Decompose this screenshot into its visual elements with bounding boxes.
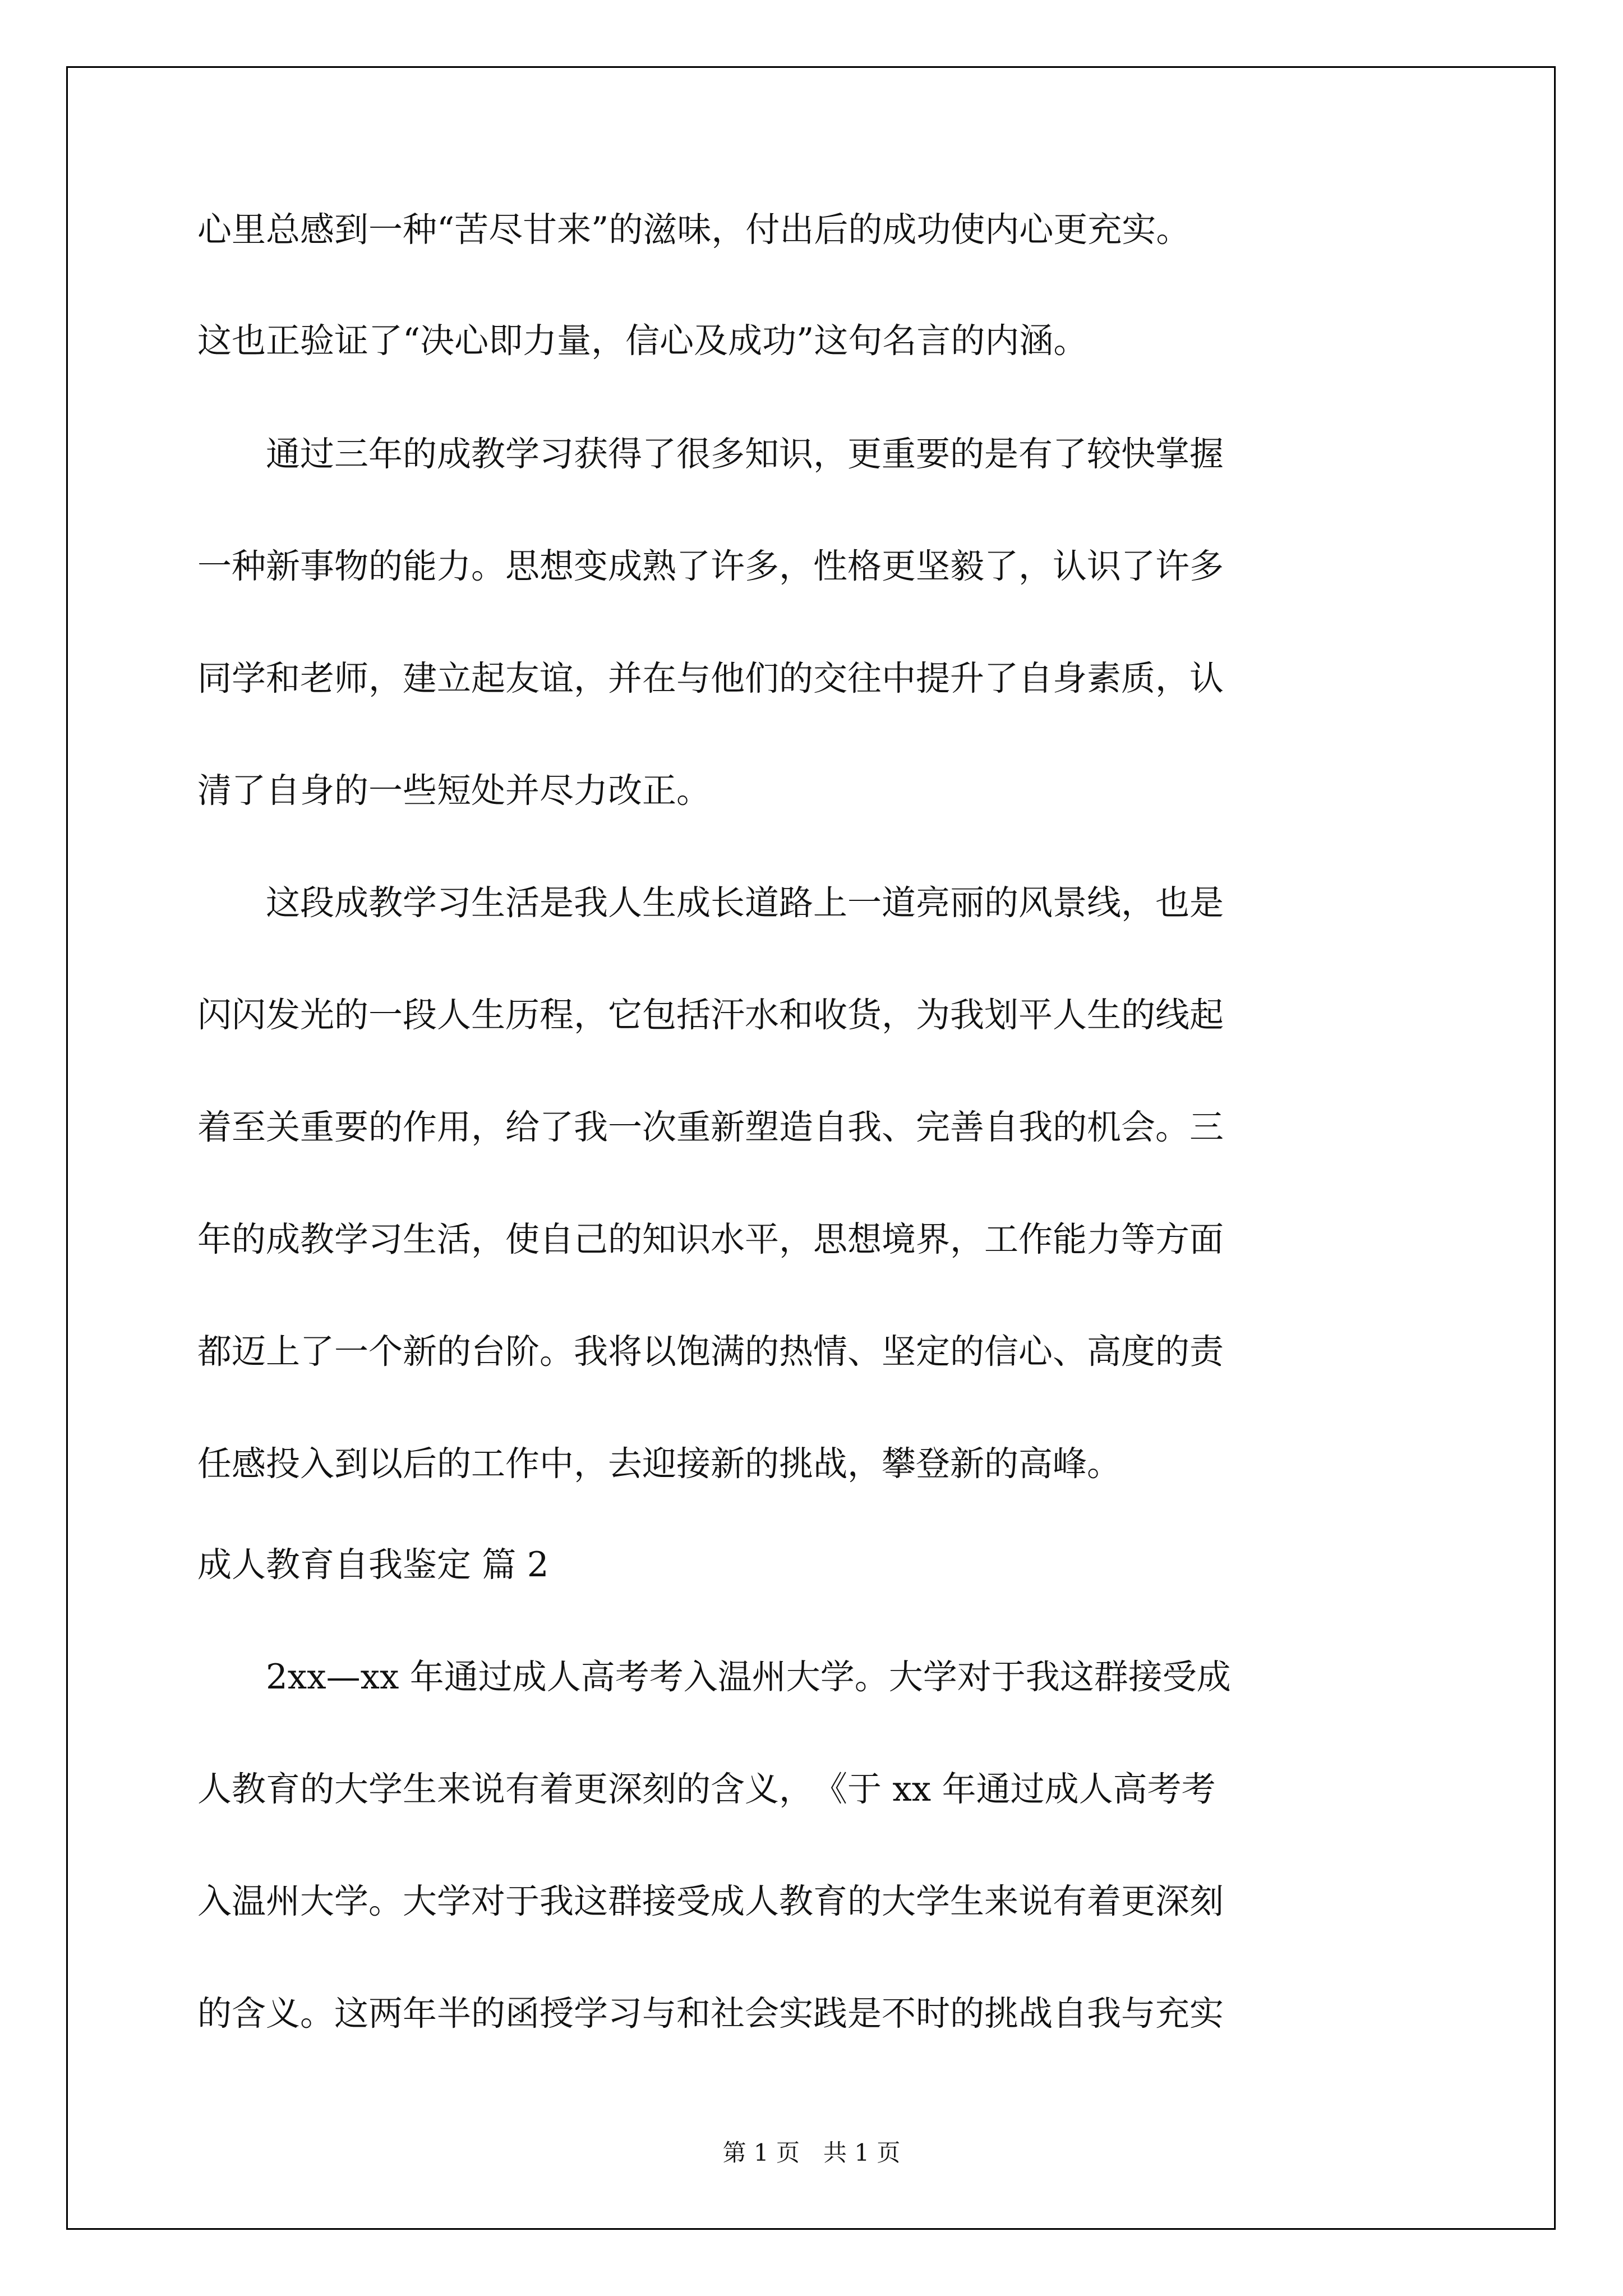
- text-line: 都迈上了一个新的台阶。我将以饱满的热情、坚定的信心、高度的责: [197, 1332, 1224, 1372]
- text-line: 一种新事物的能力。思想变成熟了许多，性格更坚毅了，认识了许多: [197, 546, 1224, 586]
- text-line: 着至关重要的作用，给了我一次重新塑造自我、完善自我的机会。三: [197, 1107, 1224, 1147]
- text-line: 年的成教学习生活，使自己的知识水平，思想境界，工作能力等方面: [197, 1220, 1224, 1259]
- text-line: 这也正验证了“决心即力量，信心及成功”这句名言的内涵。: [197, 321, 1088, 361]
- text-line: 心里总感到一种“苦尽甘来”的滋味，付出后的成功使内心更充实。: [197, 210, 1191, 250]
- text-line: 入温州大学。大学对于我这群接受成人教育的大学生来说有着更深刻: [197, 1881, 1224, 1921]
- text-line: 同学和老师，建立起友谊，并在与他们的交往中提升了自身素质，认: [197, 659, 1224, 698]
- text-line: 的含义。这两年半的函授学习与和社会实践是不时的挑战自我与充实: [197, 1994, 1224, 2033]
- section-heading: 成人教育自我鉴定 篇 2: [197, 1545, 549, 1585]
- text-line: 2xx—xx 年通过成人高考考入温州大学。大学对于我这群接受成: [266, 1657, 1231, 1697]
- text-line: 闪闪发光的一段人生历程，它包括汗水和收货，为我划平人生的线起: [197, 995, 1224, 1035]
- text-line: 通过三年的成教学习获得了很多知识，更重要的是有了较快掌握: [266, 434, 1224, 474]
- text-line: 这段成教学习生活是我人生成长道路上一道亮丽的风景线，也是: [266, 883, 1224, 923]
- text-line: 任感投入到以后的工作中，去迎接新的挑战，攀登新的高峰。: [197, 1444, 1122, 1484]
- page-number-footer: 第 1 页 共 1 页: [722, 2139, 901, 2166]
- text-line: 清了自身的一些短处并尽力改正。: [197, 771, 711, 811]
- text-line: 人教育的大学生来说有着更深刻的含义， 《于 xx 年通过成人高考考: [197, 1769, 1216, 1809]
